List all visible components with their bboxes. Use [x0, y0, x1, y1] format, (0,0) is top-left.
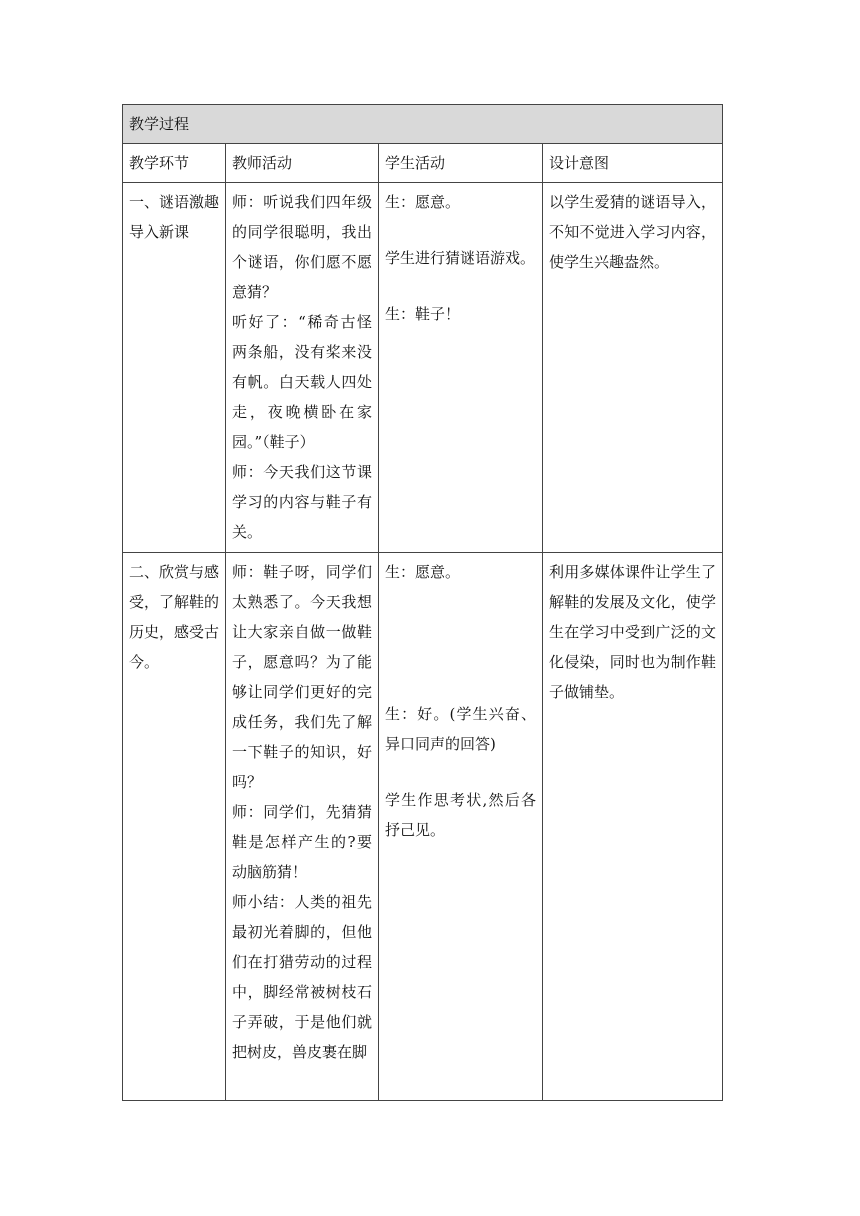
teacher-text: 师：同学们，先猜猜鞋是怎样产生的?要动脑筋猜！ [232, 803, 372, 881]
student-text: 生：鞋子！ [385, 305, 461, 323]
teacher-text: 师：鞋子呀，同学们太熟悉了。今天我想让大家亲自做一做鞋子，愿意吗？为了能够让同学们更好的完成任务，我们先了解一下鞋子的知识，好吗？ [232, 563, 372, 791]
student-text: 学生作思考状,然后各抒己见。 [385, 791, 536, 839]
teacher-cell [226, 183, 379, 553]
table-header-row [123, 144, 723, 183]
teacher-text: 师：今天我们这节课学习的内容与鞋子有关。 [232, 463, 372, 541]
header-teacher-activity: 教师活动 [226, 144, 379, 183]
stage-text: 一、谜语激趣导入新课 [129, 193, 220, 241]
table-title: 教学过程 [123, 105, 723, 144]
student-cell [379, 553, 543, 1101]
stage-cell [123, 553, 226, 1101]
intent-cell [543, 183, 723, 553]
teacher-text: 听好了：“稀奇古怪两条船，没有桨来没有帆。白天载人四处走，夜晚横卧在家园。”（鞋子） [232, 313, 372, 451]
intent-cell [543, 553, 723, 1101]
student-text: 生：愿意。 [385, 193, 461, 211]
intent-text: 以学生爱猜的谜语导入，不知不觉进入学习内容，使学生兴趣盎然。 [549, 193, 717, 271]
header-stage: 教学环节 [123, 144, 226, 183]
teacher-cell [226, 553, 379, 1101]
table-title-row [123, 105, 723, 144]
table-row [123, 553, 723, 1101]
header-design-intent: 设计意图 [543, 144, 723, 183]
student-text: 生：愿意。 [385, 563, 461, 581]
teacher-text: 师：听说我们四年级的同学很聪明，我出个谜语，你们愿不愿意猜？ [232, 193, 372, 301]
stage-text: 二、欣赏与感受，了解鞋的历史，感受古今。 [129, 563, 220, 671]
stage-cell [123, 183, 226, 553]
intent-text: 利用多媒体课件让学生了解鞋的发展及文化，使学生在学习中受到广泛的文化侵染，同时也为制作鞋子做铺垫。 [549, 563, 717, 701]
table-row [123, 183, 723, 553]
student-text: 生：好。(学生兴奋、异口同声的回答) [385, 705, 536, 753]
teacher-text: 师小结：人类的祖先最初光着脚的，但他们在打猎劳动的过程中，脚经常被树枝石子弄破，于是他们就把树皮，兽皮裹在脚 [232, 893, 372, 1061]
student-cell [379, 183, 543, 553]
header-student-activity: 学生活动 [379, 144, 543, 183]
teaching-process-table [122, 104, 723, 1101]
student-text: 学生进行猜谜语游戏。 [385, 249, 536, 267]
